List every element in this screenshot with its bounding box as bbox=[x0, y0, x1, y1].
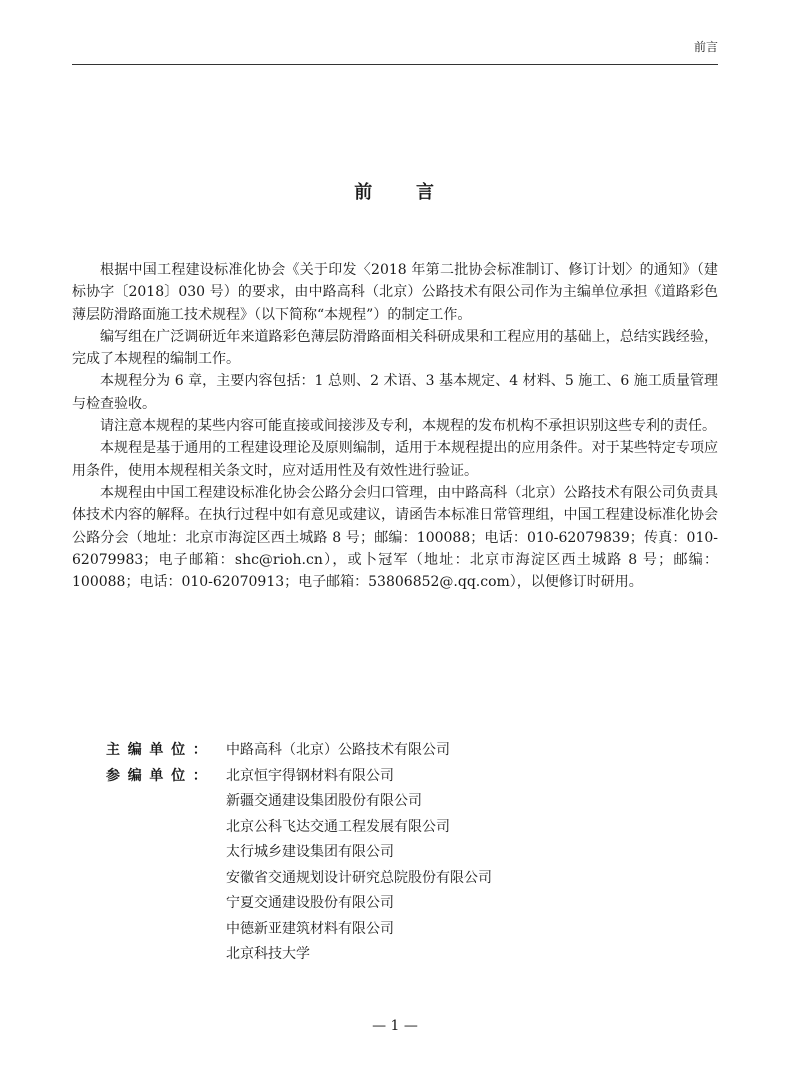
editing-units bbox=[106, 738, 492, 968]
paragraph-2: 编写组在广泛调研近年来道路彩色薄层防滑路面相关科研成果和工程应用的基础上，总结实践经验，完成了本规程的编制工作。 bbox=[72, 328, 718, 368]
paragraph-3: 本规程分为 6 章，主要内容包括：1 总则、2 术语、3 基本规定、4 材料、5 施工、6 施工质量管理与检查验收。 bbox=[72, 373, 718, 412]
participating-unit-item: 宁夏交通建设股份有限公司 bbox=[226, 895, 394, 911]
chief-unit-row bbox=[106, 738, 492, 764]
participating-unit-row bbox=[106, 764, 492, 968]
participating-unit-item: 北京恒宇得钢材料有限公司 bbox=[226, 767, 394, 784]
participating-unit-list bbox=[226, 764, 492, 968]
paragraph-1: 根据中国工程建设标准化协会《关于印发〈2018 年第二批协会标准制订、修订计划〉的通知》（建标协字〔2018〕030 号）的要求，由中路高科（北京）公路技术有限公司作为主编单位承担《道路彩色薄层防滑路面施工技术规程》（以下简称“本规程”）的制定工作。 bbox=[72, 262, 718, 323]
paragraph-4: 请注意本规程的某些内容可能直接或间接涉及专利，本规程的发布机构不承担识别这些专利的责任。 bbox=[100, 418, 716, 435]
running-header bbox=[72, 32, 718, 65]
participating-unit-item: 新疆交通建设集团股份有限公司 bbox=[226, 793, 422, 809]
participating-unit-item: 安徽省交通规划设计研究总院股份有限公司 bbox=[226, 869, 492, 886]
chief-unit-list bbox=[226, 738, 450, 764]
preface-body bbox=[72, 259, 718, 593]
running-header-title: 前言 bbox=[693, 40, 718, 54]
participating-unit-item: 北京公科飞达交通工程发展有限公司 bbox=[226, 818, 450, 835]
participating-unit-item: 太行城乡建设集团有限公司 bbox=[226, 844, 394, 860]
page-number: — 1 — bbox=[372, 1018, 418, 1034]
participating-unit-item: 中德新亚建筑材料有限公司 bbox=[226, 920, 394, 937]
title-char-2: 言 bbox=[416, 182, 436, 203]
paragraph-6: 本规程由中国工程建设标准化协会公路分会归口管理，由中路高科（北京）公路技术有限公司负责具体技术内容的解释。在执行过程中如有意见或建议，请函告本标准日常管理组，中国工程建设标准化协会公路分会（地址：北京市海淀区西土城路 8 号；邮编：100088；电话：010-62079839；传真：010-62079983；电子邮箱：shc@rioh.cn），或卜冠军（地址：北京市海淀区西土城路 8 号；邮编：100088；电话：010-62070913；电子邮箱：53806852@.qq.com），以便修订时研用。 bbox=[72, 484, 718, 591]
page-title bbox=[0, 178, 790, 204]
title-char-1: 前 bbox=[354, 182, 374, 203]
chief-unit-item: 中路高科（北京）公路技术有限公司 bbox=[226, 742, 450, 758]
chief-unit-label: 主编单位： bbox=[106, 742, 215, 758]
participating-unit-item: 北京科技大学 bbox=[226, 946, 310, 962]
participating-unit-label: 参编单位： bbox=[106, 767, 215, 784]
paragraph-5: 本规程是基于通用的工程建设理论及原则编制，适用于本规程提出的应用条件。对于某些特定专项应用条件，使用本规程相关条文时，应对适用性及有效性进行验证。 bbox=[72, 440, 718, 479]
